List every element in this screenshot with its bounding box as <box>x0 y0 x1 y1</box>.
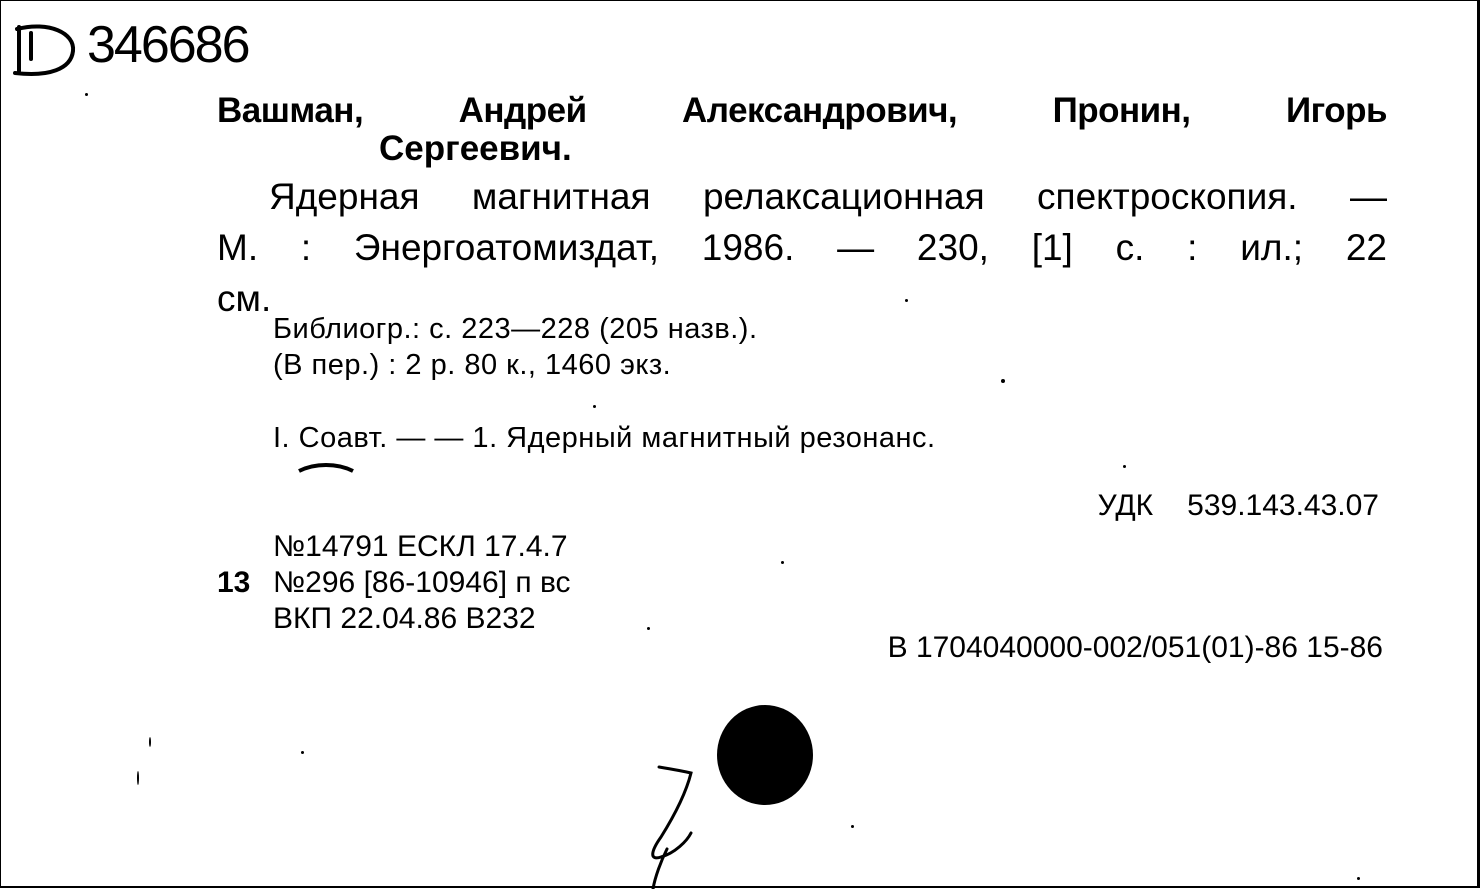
speck <box>1357 877 1360 880</box>
title-line: Ядерная магнитная релаксационная спектроскопия. — <box>269 176 1387 217</box>
speck <box>593 405 596 408</box>
title-statement <box>217 171 1387 324</box>
catalog-prefix <box>217 601 273 637</box>
speck <box>149 737 151 747</box>
speck <box>647 627 650 630</box>
handwritten-7-mark <box>631 761 721 889</box>
udk-label: УДК <box>1097 489 1154 522</box>
punched-hole <box>717 705 813 805</box>
catalog-row <box>217 565 571 601</box>
subject-tracing: I. Соавт. — — 1. Ядерный магнитный резонанс. <box>273 422 936 454</box>
publisher-code: В 1704040000-002/051(01)-86 15-86 <box>887 631 1383 664</box>
speck <box>85 93 88 96</box>
catalog-prefix <box>217 529 273 565</box>
catalog-row <box>217 529 571 565</box>
speck <box>851 825 854 828</box>
catalog-text: ВКП 22.04.86 В232 <box>273 602 536 635</box>
catalog-numbers <box>217 529 571 637</box>
udk-classification <box>1098 489 1379 523</box>
underline-mark <box>297 459 357 479</box>
title-line: М. : Энергоатомиздат, 1986. — 230, [1] с. : ил.; 22 <box>217 227 1387 268</box>
speck <box>781 561 784 564</box>
title-line: см. <box>217 278 272 319</box>
speck <box>905 299 908 302</box>
inventory-number: 346686 <box>87 16 249 74</box>
price-note: (В пер.) : 2 р. 80 к., 1460 экз. <box>273 349 672 381</box>
handwritten-d-mark <box>9 19 79 79</box>
catalog-text: №14791 ЕСКЛ 17.4.7 <box>273 530 568 563</box>
catalog-text: №296 [86-10946] п вс <box>273 566 571 599</box>
speck <box>137 771 139 785</box>
catalog-prefix: 13 <box>217 566 251 599</box>
speck <box>1123 465 1126 468</box>
speck <box>1001 379 1005 383</box>
speck <box>301 751 304 754</box>
bibliography-note: Библиогр.: с. 223—228 (205 назв.). <box>273 313 758 345</box>
udk-value: 539.143.43.07 <box>1187 489 1379 522</box>
authors-line-continued: Сергеевич. <box>379 129 572 168</box>
authors-line: Вашман, Андрей Александрович, Пронин, Игорь <box>217 91 1387 130</box>
catalog-row <box>217 601 571 637</box>
